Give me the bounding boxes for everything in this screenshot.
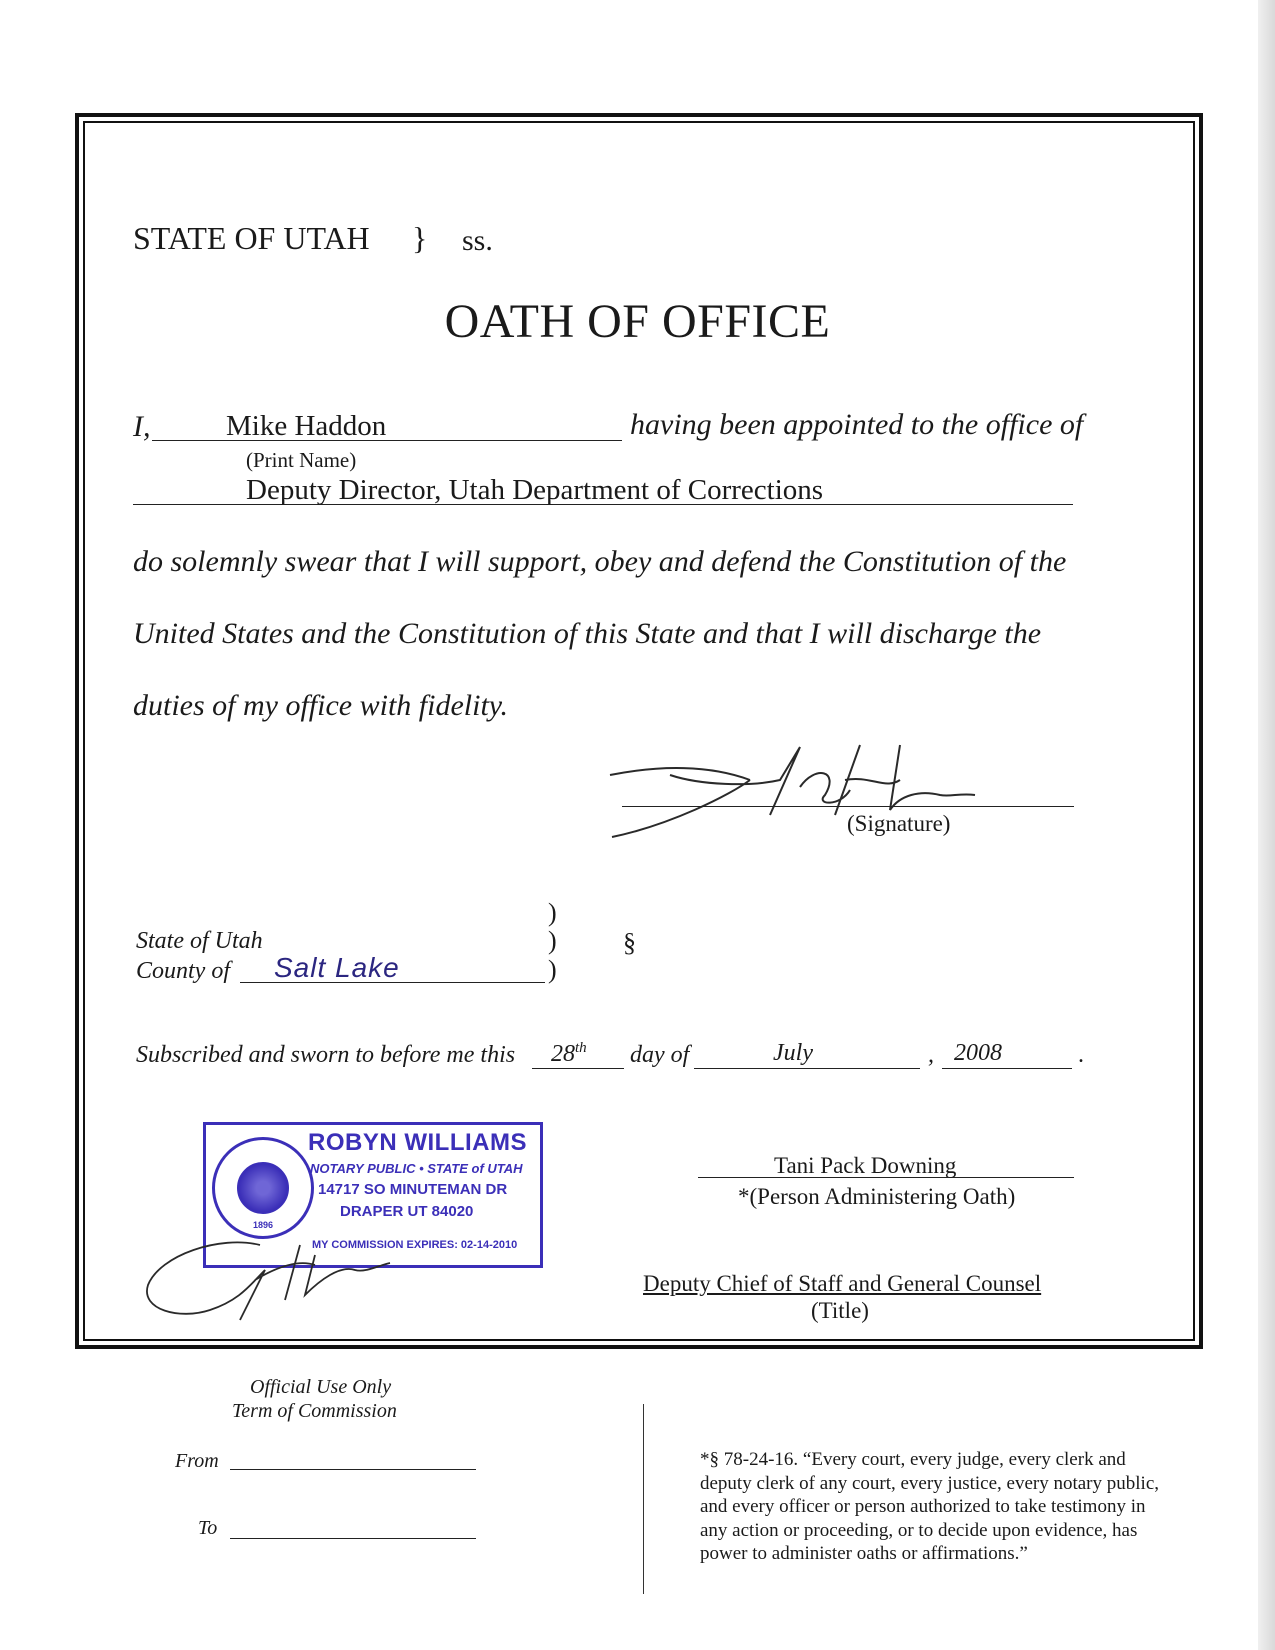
- oath-body-line-3: duties of my office with fidelity.: [133, 689, 508, 722]
- appointed-text: having been appointed to the office of: [630, 408, 1084, 441]
- name-underline: [152, 440, 622, 441]
- venue-state: State of Utah: [136, 928, 263, 954]
- footnote: [700, 1448, 1159, 1566]
- section-mark: §: [623, 928, 636, 957]
- month-underline: [694, 1068, 920, 1069]
- document-title: OATH OF OFFICE: [444, 295, 831, 348]
- footnote-line-1: *§ 78-24-16. “Every court, every judge, every clerk and: [700, 1449, 1126, 1470]
- county-value: Salt Lake: [274, 952, 400, 983]
- oath-prefix: I,: [133, 410, 151, 443]
- footnote-line-3: and every officer or person authorized to take testimony in: [700, 1496, 1146, 1517]
- footnote-line-5: power to administer oaths or affirmations.”: [700, 1543, 1028, 1564]
- notary-seal-year: 1896: [252, 1220, 274, 1230]
- notary-seal-inner: [237, 1162, 289, 1214]
- sworn-comma: ,: [928, 1042, 934, 1068]
- oath-body-line-1: do solemnly swear that I will support, obey and defend the Constitution of the: [133, 545, 1067, 578]
- term-of-commission-heading: Term of Commission: [232, 1400, 397, 1422]
- notary-line-3: DRAPER UT 84020: [340, 1203, 474, 1220]
- sworn-month: July: [773, 1040, 813, 1066]
- sworn-day: [551, 1040, 587, 1068]
- sworn-day-suffix: th: [575, 1040, 587, 1056]
- sworn-day-number: 28: [551, 1041, 575, 1067]
- notary-line-4: MY COMMISSION EXPIRES: 02-14-2010: [312, 1239, 518, 1251]
- sworn-text: Subscribed and sworn to before me this: [136, 1042, 516, 1068]
- footnote-line-2: deputy clerk of any court, every justice, every notary public,: [700, 1472, 1159, 1494]
- from-label: From: [175, 1450, 219, 1472]
- sworn-period: .: [1078, 1042, 1084, 1068]
- administrator-caption: *(Person Administering Oath): [738, 1184, 1016, 1209]
- administrator-title-caption: (Title): [811, 1298, 869, 1323]
- state-heading: STATE OF UTAH: [133, 220, 370, 256]
- printed-name: Mike Haddon: [226, 410, 387, 442]
- office-title: Deputy Director, Utah Department of Corrections: [246, 474, 824, 506]
- venue-county-label: County of: [136, 958, 230, 984]
- paper-edge-right: [1258, 0, 1275, 1650]
- venue-paren-2: ): [548, 926, 557, 955]
- ss-brace: }: [412, 220, 428, 256]
- notary-signature-image: [140, 1225, 410, 1335]
- sworn-year: 2008: [954, 1040, 1002, 1066]
- footer-divider: [643, 1404, 644, 1594]
- notary-seal: [212, 1137, 314, 1239]
- day-underline: [532, 1068, 624, 1069]
- notary-name: ROBYN WILLIAMS: [308, 1129, 527, 1156]
- to-field-line: [230, 1538, 476, 1539]
- from-field-line: [230, 1469, 476, 1470]
- to-label: To: [198, 1517, 218, 1539]
- venue-paren-1: ): [548, 898, 557, 927]
- venue-paren-3: ): [548, 955, 557, 984]
- day-of-label: day of: [630, 1042, 690, 1068]
- signature-underline: [622, 806, 1074, 807]
- administrator-title: Deputy Chief of Staff and General Counsel: [643, 1271, 1042, 1296]
- footnote-line-4: any action or proceeding, or to decide upon evidence, has: [700, 1519, 1138, 1541]
- oath-body-line-2: United States and the Constitution of this State and that I will discharge the: [133, 617, 1042, 650]
- official-use-heading: Official Use Only: [250, 1376, 392, 1398]
- administrator-name: Tani Pack Downing: [774, 1153, 957, 1178]
- year-underline: [942, 1068, 1072, 1069]
- print-name-caption: (Print Name): [246, 448, 357, 472]
- notary-line-1: NOTARY PUBLIC • STATE of UTAH: [310, 1161, 523, 1176]
- notary-line-2: 14717 SO MINUTEMAN DR: [318, 1181, 508, 1198]
- signature-caption: (Signature): [847, 811, 951, 836]
- ss-label: ss.: [462, 224, 493, 257]
